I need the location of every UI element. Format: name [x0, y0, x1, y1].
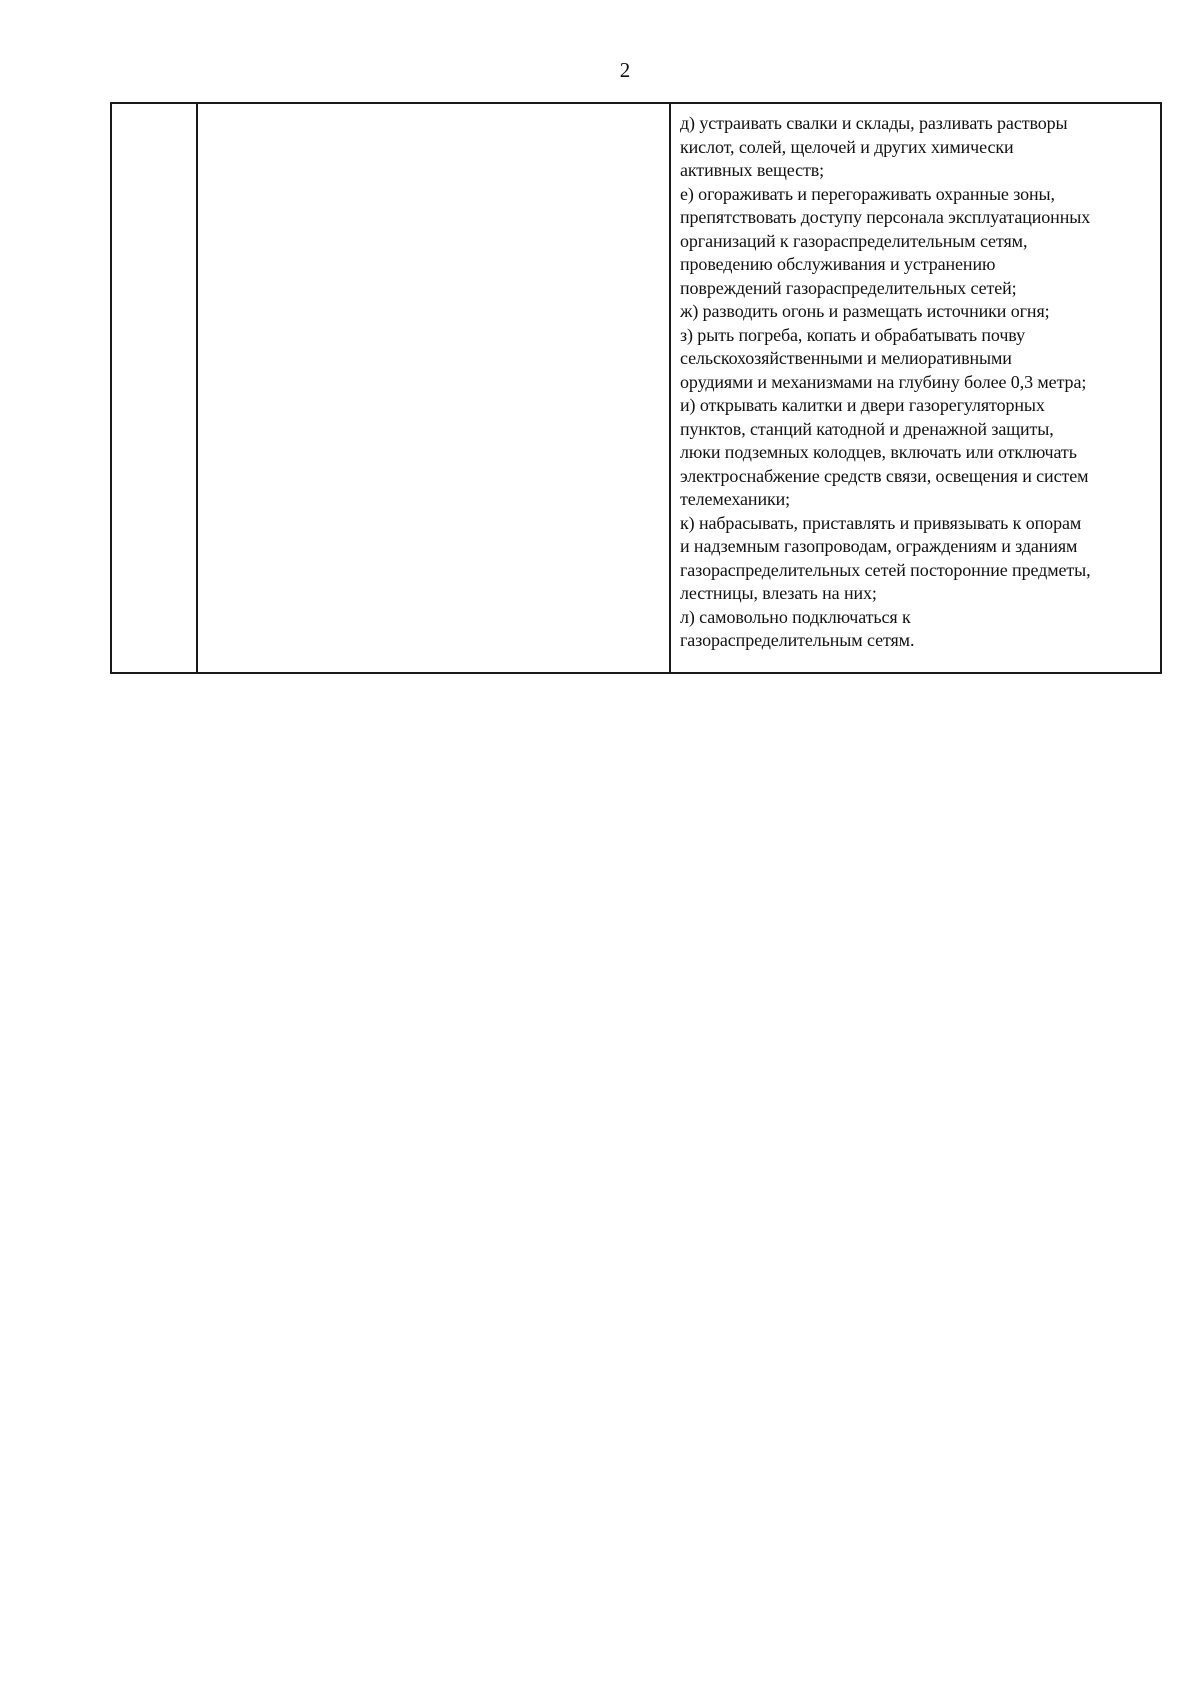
table-cell-name — [198, 104, 671, 672]
table-cell-restrictions — [671, 104, 1160, 672]
list-item: д) устраивать свалки и склады, разливать растворы кислот, солей, щелочей и других химически активных веществ; — [680, 113, 1068, 180]
list-item: к) набрасывать, приставлять и привязывать к опорам и надземным газопроводам, ограждениям и зданиям газораспределительных сетей посторонние предметы, лестницы, влезать на них; — [680, 512, 1091, 603]
page-number: 2 — [619, 58, 631, 82]
list-item: ж) разводить огонь и размещать источники огня; — [680, 301, 1050, 321]
list-item: и) открывать калитки и двери газорегуляторных пунктов, станций катодной и дренажной защиты, люки подземных колодцев, включать или отключать электроснабжение средств связи, освещения и систем телемеханики; — [680, 395, 1089, 509]
list-item: е) огораживать и перегораживать охранные зоны, препятствовать доступу персонала эксплуатационных организаций к газораспределительным сетям, проведению обслуживания и устранению повреждений газораспределительных сетей; — [680, 183, 1091, 298]
list-item: з) рыть погреба, копать и обрабатывать почву сельскохозяйственными и мелиоративными орудиями и механизмами на глубину более 0,3 метра; — [680, 324, 1087, 392]
list-item: л) самовольно подключаться к газораспределительным сетям. — [680, 606, 915, 650]
table-cell-number — [112, 104, 198, 672]
document-table — [110, 102, 1162, 674]
restrictions-list — [680, 112, 1154, 653]
